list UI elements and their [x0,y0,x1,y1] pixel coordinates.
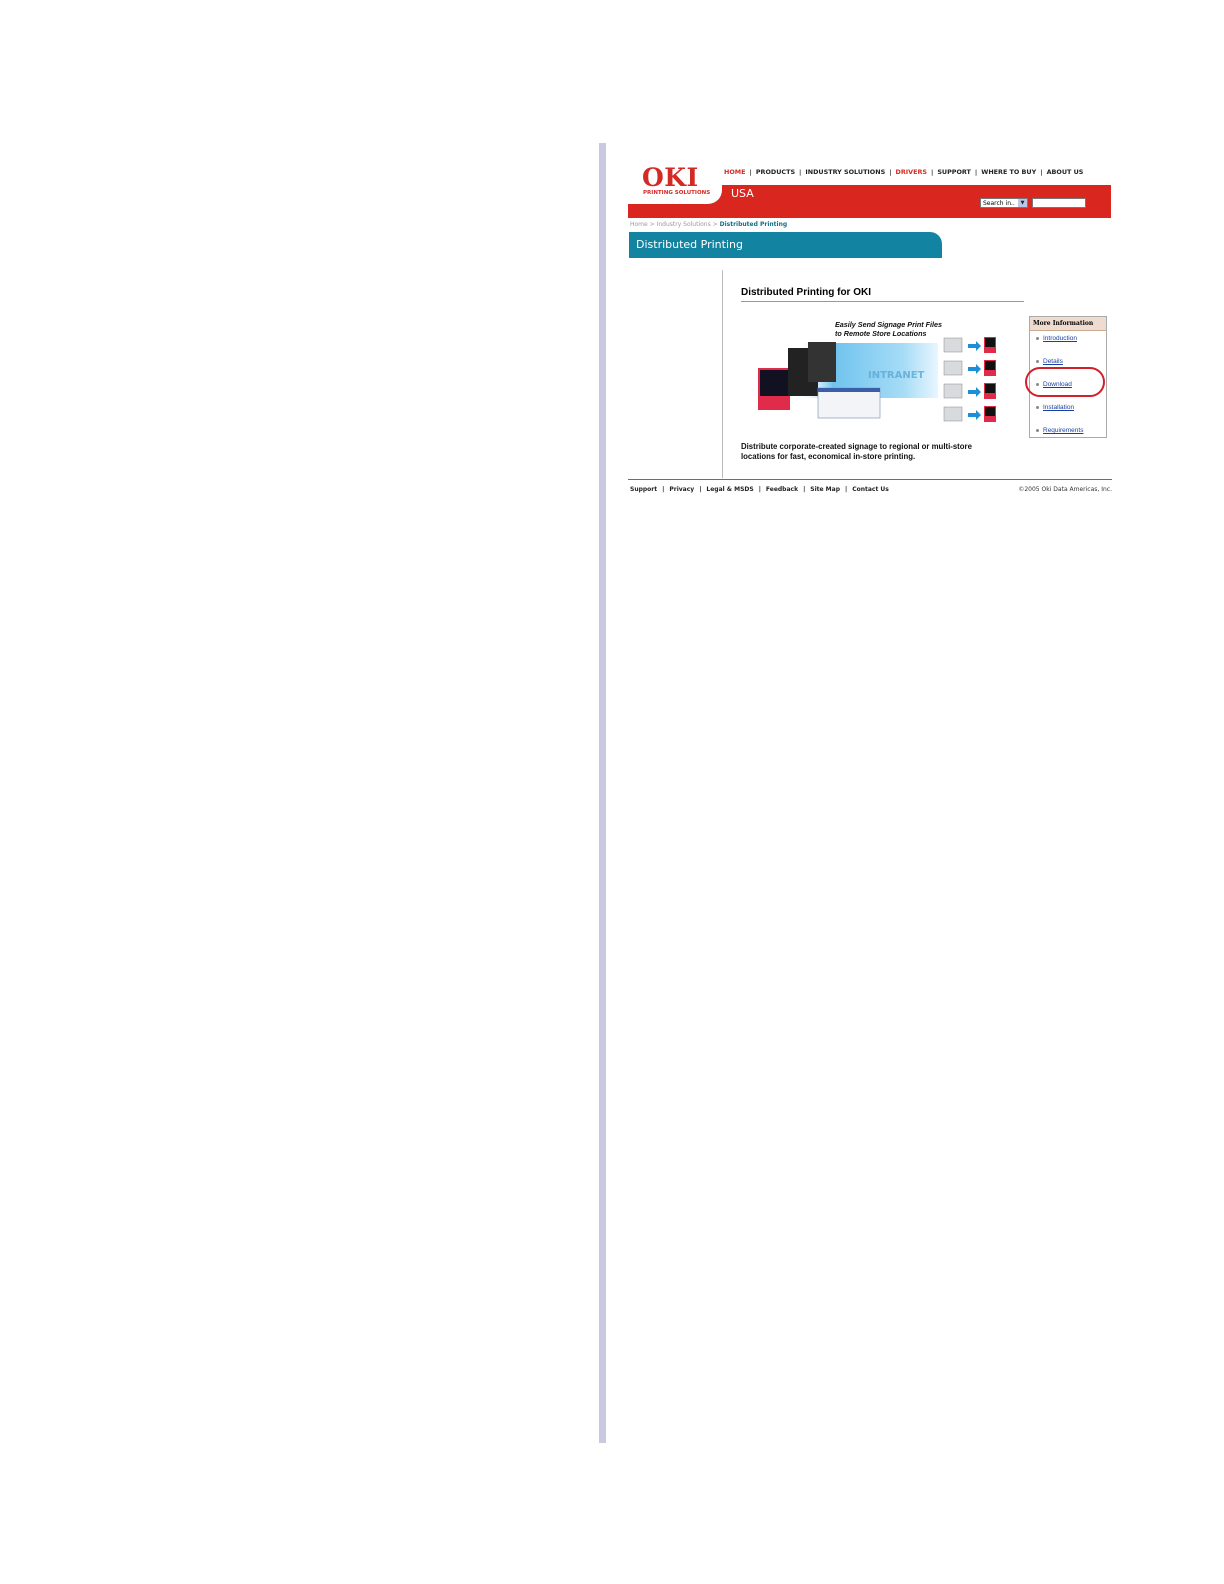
search-input[interactable] [1032,198,1086,208]
footer-separator: | [662,486,665,493]
oki-logo[interactable] [628,160,722,204]
breadcrumb-home[interactable]: Home [630,221,648,228]
breadcrumb-current: Distributed Printing [719,221,788,228]
diagram-caption-line2: to Remote Store Locations [835,329,927,338]
link-label: Details [1043,358,1063,365]
poster-print [808,342,836,382]
nav-separator: | [930,168,934,176]
chevron-down-icon[interactable]: ▼ [1018,199,1027,207]
printer-icon [944,338,962,352]
nav-about-us[interactable]: ABOUT US [1046,168,1084,176]
footer-links [630,486,889,493]
arrow-right-icon [968,410,981,420]
nav-support[interactable]: SUPPORT [937,168,971,176]
nav-separator: | [799,168,802,176]
copyright-notice: ©2005 Oki Data Americas, Inc. [1018,486,1112,493]
arrow-right-icon [968,387,981,397]
nav-separator: | [749,168,752,176]
footer-separator: | [758,486,761,493]
more-info-link-details[interactable] [1036,358,1063,365]
bullet-icon [1036,360,1039,363]
footer-separator: | [803,486,806,493]
arrow-right-icon [968,341,981,351]
more-info-link-requirements[interactable] [1036,427,1083,434]
content-divider [722,270,723,478]
nav-where-to-buy[interactable]: WHERE TO BUY [981,168,1037,176]
footer-contact-us[interactable]: Contact Us [852,486,889,493]
nav-separator: | [974,168,978,176]
bullet-icon [1036,406,1039,409]
search-scope-value: Search in.. [983,200,1015,207]
nav-industry-solutions[interactable]: INDUSTRY SOLUTIONS [805,168,886,176]
footer-divider [628,479,1112,480]
intranet-label: INTRANET [868,370,925,381]
content-description: Distribute corporate-created signage to regional or multi-store locations for fast, economical in-store printing. [741,442,972,461]
heading-underline [741,301,1024,302]
breadcrumb-separator: > [712,221,720,228]
distributed-printing-diagram [748,318,998,424]
link-label: Download [1043,381,1072,388]
diagram-caption [835,320,942,338]
search-scope-select[interactable] [980,198,1028,208]
link-label: Installation [1043,404,1075,411]
website-screenshot [628,160,1112,505]
link-label: Introduction [1043,335,1077,342]
breadcrumb-separator: > [649,221,657,228]
more-info-link-installation[interactable] [1036,404,1074,411]
printer-icon [944,407,962,421]
app-window [818,388,880,418]
page-title: Distributed Printing [636,238,743,251]
more-info-link-introduction[interactable] [1036,335,1077,342]
nav-products[interactable]: PRODUCTS [755,168,796,176]
diagram-caption-line1: Easily Send Signage Print Files [835,320,943,329]
nav-home[interactable]: HOME [724,168,746,176]
region-label: USA [731,187,754,200]
breadcrumb-industry-solutions[interactable]: Industry Solutions [656,221,711,228]
more-information-heading: More Information [1030,317,1106,331]
download-highlight-circle [1025,367,1105,397]
logo-wordmark: OKI [642,163,699,192]
nav-drivers[interactable]: DRIVERS [895,168,927,176]
footer-feedback[interactable]: Feedback [765,486,799,493]
printer-icon [944,361,962,375]
top-navigation [724,167,1083,177]
footer-site-map[interactable]: Site Map [810,486,840,493]
footer-separator: | [699,486,702,493]
document-margin-rule [599,143,606,1443]
bullet-icon [1036,337,1039,340]
page-title-bar [629,232,942,258]
link-label: Requirements [1043,427,1084,434]
breadcrumb [630,221,787,228]
arrow-right-icon [968,364,981,374]
bullet-icon [1036,429,1039,432]
content-heading: Distributed Printing for OKI [741,287,871,298]
footer-legal-msds[interactable]: Legal & MSDS [706,486,754,493]
footer-privacy[interactable]: Privacy [669,486,695,493]
logo-tagline: PRINTING SOLUTIONS [643,190,711,196]
printer-icon [944,384,962,398]
nav-separator: | [889,168,892,176]
footer-support[interactable]: Support [630,486,658,493]
nav-separator: | [1040,168,1043,176]
footer-separator: | [845,486,848,493]
